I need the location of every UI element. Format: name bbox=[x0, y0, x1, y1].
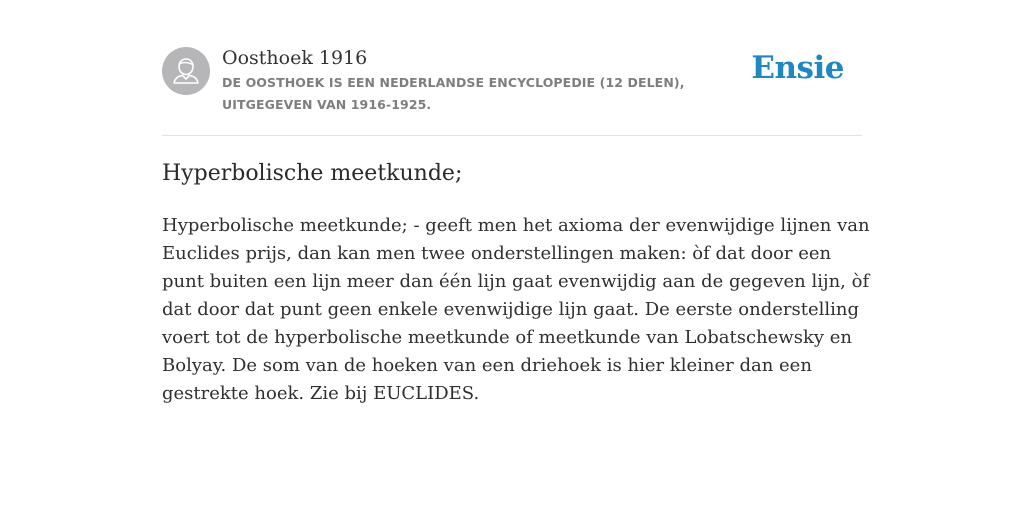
source-description: DE OOSTHOEK IS EEN NEDERLANDSE ENCYCLOPEDIE (12 DELEN), UITGEGEVEN VAN 1916-1925. bbox=[222, 75, 685, 112]
entry-body: Hyperbolische meetkunde; - geeft men het axioma der evenwijdige lijnen van Euclides prijs, dan kan men twee onderstellingen maken: òf dat door een punt buiten een lijn meer dan één lijn gaat evenwijdig aan de gegeven lijn, òf dat door dat punt geen enkele evenwijdige lijn gaat. De eerste onderstelling voert tot de hyperbolische meetkunde of meetkunde van Lobatschewsky en Bolyay. De som van de hoeken van een driehoek is hier kleiner dan een gestrekte hoek. Zie bij EUCLIDES. bbox=[162, 215, 870, 404]
source-avatar[interactable] bbox=[162, 47, 210, 95]
source-header bbox=[162, 44, 862, 136]
source-title[interactable]: Oosthoek 1916 bbox=[222, 47, 368, 69]
user-placeholder-icon bbox=[162, 47, 210, 95]
ensie-logo[interactable]: Ensie bbox=[751, 50, 844, 86]
entry-title: Hyperbolische meetkunde; bbox=[162, 161, 463, 186]
